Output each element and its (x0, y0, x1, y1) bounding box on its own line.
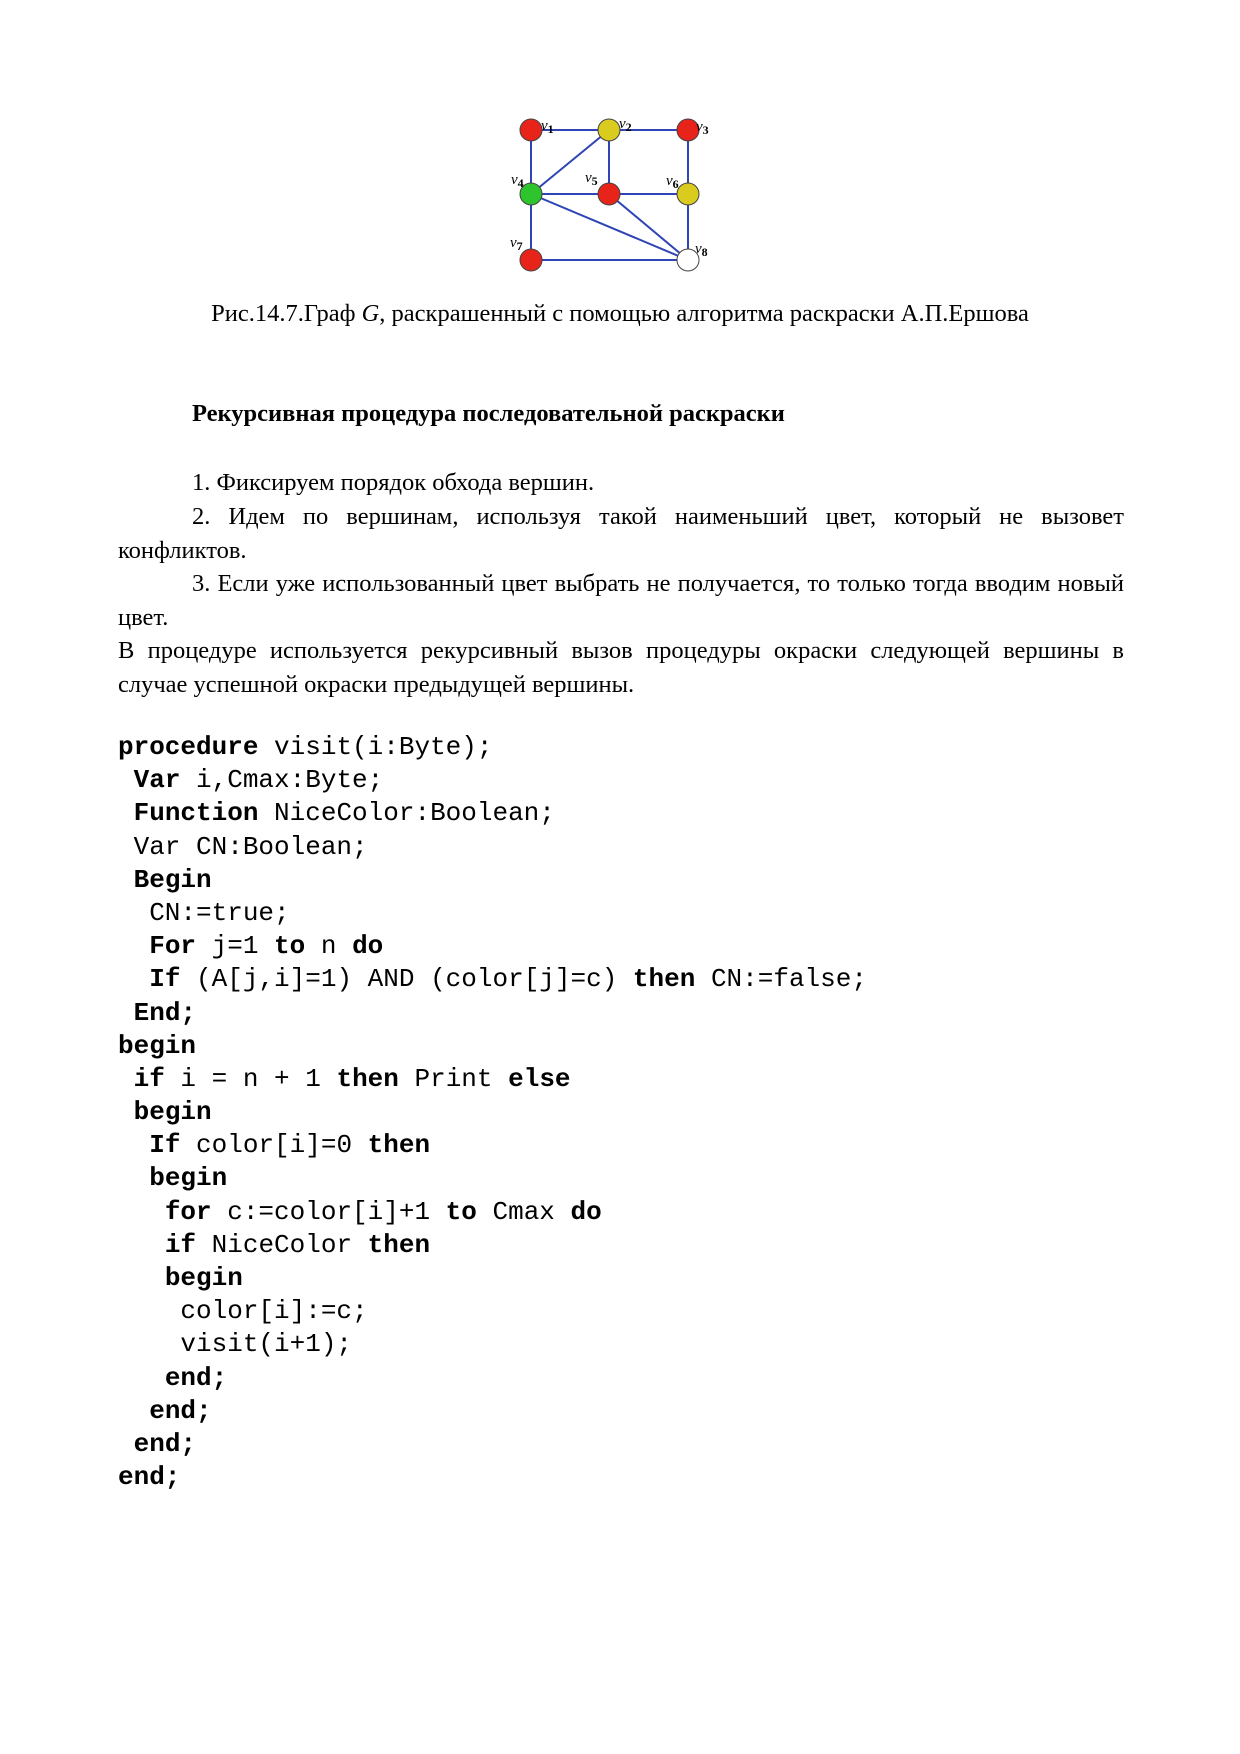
code-line (118, 1295, 867, 1328)
graph-figure (500, 112, 750, 302)
code-line (118, 831, 867, 864)
code-text: NiceColor:Boolean; (258, 798, 555, 829)
code-text (118, 1363, 165, 1393)
code-keyword: If (149, 1130, 181, 1161)
code-text (118, 1064, 134, 1094)
code-text (118, 998, 134, 1028)
code-keyword: end; (164, 1362, 228, 1393)
code-line (118, 1129, 867, 1162)
code-keyword: For (149, 931, 197, 962)
code-keyword: then (367, 1229, 431, 1260)
code-text (118, 1197, 165, 1227)
code-keyword: end; (133, 1428, 197, 1459)
code-keyword: end; (118, 1462, 181, 1493)
step-paragraph-1: 1. Фиксируем порядок обхода вершин. (192, 469, 595, 496)
code-keyword: begin (149, 1163, 228, 1194)
code-line (118, 864, 867, 897)
graph-vertex-v5 (598, 183, 620, 205)
figure-caption (0, 300, 1240, 328)
graph-vertex-v1 (520, 119, 542, 141)
code-keyword: to (274, 931, 306, 962)
code-text: Var CN:Boolean; (118, 831, 368, 862)
vertex-label-v7: $v_7$ (510, 235, 523, 253)
vertex-label-v3: $v_3$ (696, 119, 709, 137)
code-text (118, 1263, 165, 1293)
code-keyword: Begin (133, 864, 212, 895)
code-text: j=1 (196, 931, 275, 962)
graph-vertex-v7 (520, 249, 542, 271)
code-text: CN:=false; (695, 964, 867, 995)
code-text: Cmax (476, 1196, 571, 1227)
code-text (118, 1097, 134, 1127)
caption-suffix: , раскрашенный с помощью алгоритма раскраски А.П.Ершова (379, 300, 1029, 327)
caption-prefix: Рис.14.7.Граф (211, 300, 362, 327)
code-line (118, 930, 867, 963)
step-paragraph-2: 2. Идем по вершинам, используя такой наименьший цвет, который не вызовет конфликтов. (118, 503, 1124, 564)
code-line (118, 1196, 867, 1229)
code-line (118, 1030, 867, 1063)
code-text: i = n + 1 (164, 1063, 337, 1094)
code-line (118, 1461, 867, 1494)
code-line (118, 997, 867, 1030)
code-keyword: to (445, 1196, 477, 1227)
code-text: i,Cmax:Byte; (180, 765, 384, 796)
code-keyword: do (352, 931, 384, 962)
vertex-label-v2: $v_2$ (619, 116, 632, 134)
code-text (118, 964, 149, 994)
vertex-label-v5: $v_5$ (585, 170, 598, 188)
code-text: NiceColor (196, 1229, 368, 1260)
code-keyword: Function (133, 798, 259, 829)
code-keyword: for (164, 1196, 212, 1227)
code-text (118, 1163, 149, 1193)
code-text (118, 798, 134, 828)
code-line (118, 797, 867, 830)
graph-vertex-v2 (598, 119, 620, 141)
code-keyword: If (149, 964, 181, 995)
graph-edge-v5-v8 (609, 194, 688, 260)
caption-graph-variable: G (361, 300, 380, 327)
code-keyword: then (632, 964, 696, 995)
code-text (118, 931, 149, 961)
graph-vertex-v6 (677, 183, 699, 205)
code-keyword: then (336, 1063, 399, 1094)
vertex-label-v6: $v_6$ (666, 173, 679, 191)
code-line (118, 1328, 867, 1361)
code-text (118, 1130, 149, 1160)
code-text (118, 1429, 134, 1459)
code-keyword: End; (133, 997, 197, 1028)
step-paragraph-3: 3. Если уже использованный цвет выбрать не получается, то только тогда вводим новый цвет. (118, 570, 1124, 631)
section-heading: Рекурсивная процедура последовательной раскраски (192, 400, 785, 427)
code-line (118, 963, 867, 996)
code-line (118, 1262, 867, 1295)
code-line (118, 731, 867, 764)
code-line (118, 1096, 867, 1129)
vertex-label-v1: $v_1$ (541, 118, 554, 136)
code-line (118, 1162, 867, 1195)
code-text: n (305, 931, 353, 962)
code-keyword: do (570, 1196, 602, 1227)
code-line (118, 764, 867, 797)
code-keyword: if (164, 1229, 197, 1260)
vertex-label-v8: $v_8$ (695, 241, 708, 259)
code-line (118, 1428, 867, 1461)
code-keyword: then (367, 1130, 431, 1161)
code-text: Print (398, 1063, 509, 1094)
vertex-label-v4: $v_4$ (511, 172, 524, 190)
code-line (118, 1229, 867, 1262)
code-keyword: begin (164, 1263, 243, 1293)
code-text (118, 765, 134, 795)
code-keyword: begin (118, 1030, 197, 1061)
code-text: color[i]=0 (180, 1130, 368, 1161)
code-text: CN:=true; (118, 897, 290, 928)
code-text: visit(i+1); (118, 1329, 353, 1360)
code-line (118, 1063, 867, 1096)
code-keyword: else (508, 1063, 571, 1094)
code-keyword: end; (149, 1395, 212, 1426)
code-text: c:=color[i]+1 (211, 1196, 446, 1227)
description-paragraph: В процедуре используется рекурсивный вызов процедуры окраски следующей вершины в случае успешной окраски предыдущей вершины. (118, 637, 1124, 698)
code-line (118, 1362, 867, 1395)
code-keyword: begin (133, 1097, 212, 1128)
code-keyword: procedure (118, 732, 259, 762)
code-text (118, 865, 134, 895)
code-text: visit(i:Byte); (258, 732, 493, 762)
code-listing (118, 731, 867, 1494)
code-line (118, 897, 867, 930)
code-text (118, 1396, 149, 1426)
code-text: (A[j,i]=1) AND (color[j]=c) (180, 964, 633, 995)
code-line (118, 1395, 867, 1428)
code-text (118, 1230, 165, 1260)
code-text: color[i]:=c; (118, 1296, 368, 1327)
code-keyword: if (133, 1063, 165, 1094)
code-keyword: Var (133, 765, 181, 796)
